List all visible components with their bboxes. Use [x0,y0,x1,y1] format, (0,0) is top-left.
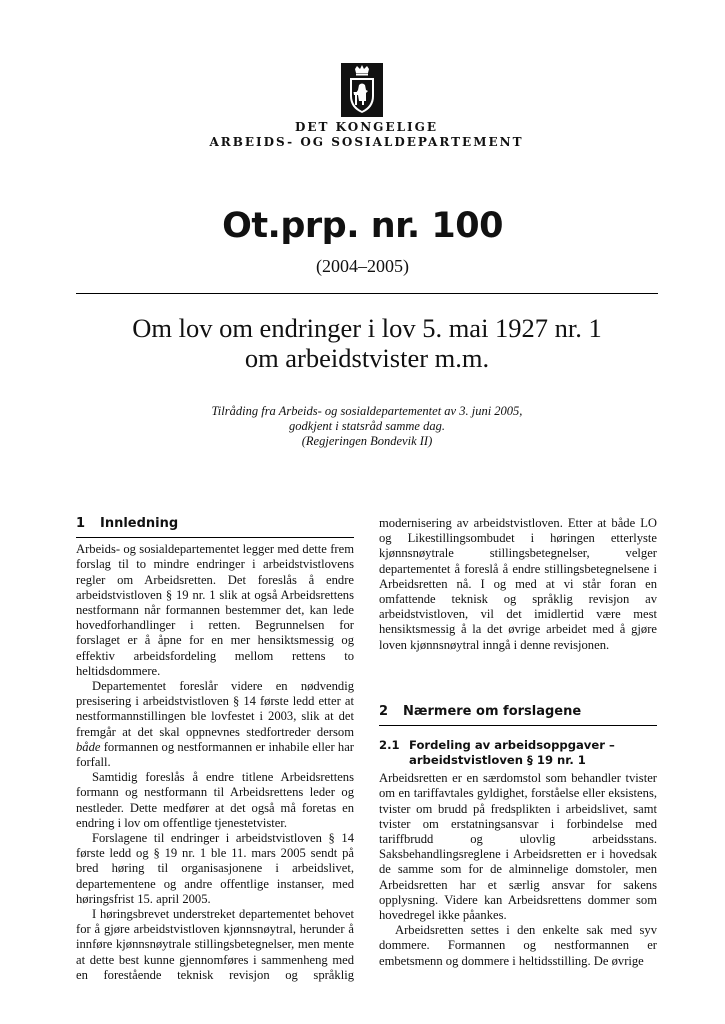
paragraph: Arbeids- og sosialdepartementet legger med dette frem forslag til to mindre endringer i arbeidstvistlovens regler om Arbeidsretten. Det foreslås å endre arbeidstvistloven § 19 nr. 1 slik at også Arbeidsrettens nestformann når formannen bestemmer det, kan lede hovedforhandlinger i retten. Begrunnelsen for forslaget er å åpne for en mer hensiktsmessig og effektiv arbeidsfordeling mellom rettens to heltidsdommere. [76,542,354,678]
ministry-name-line1: DET KONGELIGE [294,120,439,134]
section-title: Nærmere om forslagene [403,704,582,719]
recommendation-line2: godkjent i statsråd samme dag. [289,419,445,433]
section-2-heading [379,704,657,719]
paragraph-continuation: modernisering av arbeidstvistloven. Etter at både LO og Likestillingsombudet i høringen etterlyste kjønnsnøytrale stillingsbetegnelser, velger departementet å foreslå å endre stillingsbetegnelsene i Arbeidsretten nå. I og med at vi står foran en omfattende teknisk og språklig revisjon av arbeidstvistloven, vil det imidlertid være mest hensiktsmessig å la det øvrige arbeidet med å gjøre loven kjønnsnøytral inngå i denne revisjonen. [379,516,657,652]
emphasis: både [76,739,101,754]
paragraph: Samtidig foreslås å endre titlene Arbeidsrettens formann og nestformann til Arbeidsrettens leder og nestleder. Dette medfører at det også må foretas en endring i lov om offentlige tjenestetvister. [76,770,354,830]
section-1-heading [76,516,354,531]
left-column [76,516,354,983]
recommendation-note [76,404,658,449]
section-number: 1 [76,516,86,531]
section-number: 2 [379,704,389,719]
paragraph: Departementet foreslår videre en nødvendig presisering i arbeidstvistloven § 14 første ledd etter at nestformannstillingen ble lovfestet i 2003, slik at det fremgår at det skal oppnevnes stedfortreder dersom både formannen og nestformannen er inhabile eller har forfall. [76,679,354,770]
section-2-1-heading [379,738,657,768]
heading-rule [379,725,657,726]
paragraph: Arbeidsretten settes i den enkelte sak med syv dommere. Formannen og nestformannen er embetsmenn og dommere i heltidsstilling. De øvrige [379,923,657,968]
paragraph: Forslagene til endringer i arbeidstvistloven § 14 første ledd og § 19 nr. 1 ble 11. mars 2005 sendt på bred høring til organisasjonene i arbeidslivet, departementene og andre offentlige instanser, med høringsfrist 15. april 2005. [76,831,354,906]
recommendation-line1: Tilråding fra Arbeids- og sosialdepartementet av 3. juni 2005, [211,404,523,418]
document-title-line1: Om lov om endringer i lov 5. mai 1927 nr. 1 [132,313,602,343]
document-number: Ot.prp. nr. 100 [222,206,503,246]
section-title: Innledning [100,516,179,531]
heading-rule [76,537,354,538]
recommendation-line3: (Regjeringen Bondevik II) [301,434,433,448]
document-title [76,313,658,373]
paragraph: I høringsbrevet understreket departementet behovet for å gjøre arbeidstvistloven kjønnsnøytral, herunder å innføre kjønnsnøytrale stillingsbetegnelser, men mente at dette best kunne gjennomføres i sammenheng med en forestående teknisk revisjon og språklig [76,907,354,982]
section-title-line1: Fordeling av arbeidsoppgaver – [409,738,615,753]
paragraph: Arbeidsretten er en særdomstol som behandler tvister om en tariffavtales gyldighet, forståelse eller eksistens, tvister om brudd på fredsplikten i arbeidslivet, samt tvister om erstatningsansvar i forbindelse med tariffbrudd og ulovlig arbeidsstans. Saksbehandlingsreglene i Arbeidsretten er i hovedsak de samme som for de alminnelige domstoler, men Arbeidsretten har et særlig ansvar for sakens opplysning. Videre kan Arbeidsrettens dommer som hovedregel ikke påankes. [379,771,657,923]
section-number: 2.1 [379,738,400,753]
document-title-line2: om arbeidstvister m.m. [244,343,490,373]
title-divider [76,293,658,294]
session-year: (2004–2005) [316,256,409,276]
ministry-name-line2: ARBEIDS- OG SOSIALDEPARTEMENT [209,135,524,149]
section-title-line2: arbeidstvistloven § 19 nr. 1 [409,753,586,768]
norwegian-coat-of-arms-icon [341,63,383,117]
